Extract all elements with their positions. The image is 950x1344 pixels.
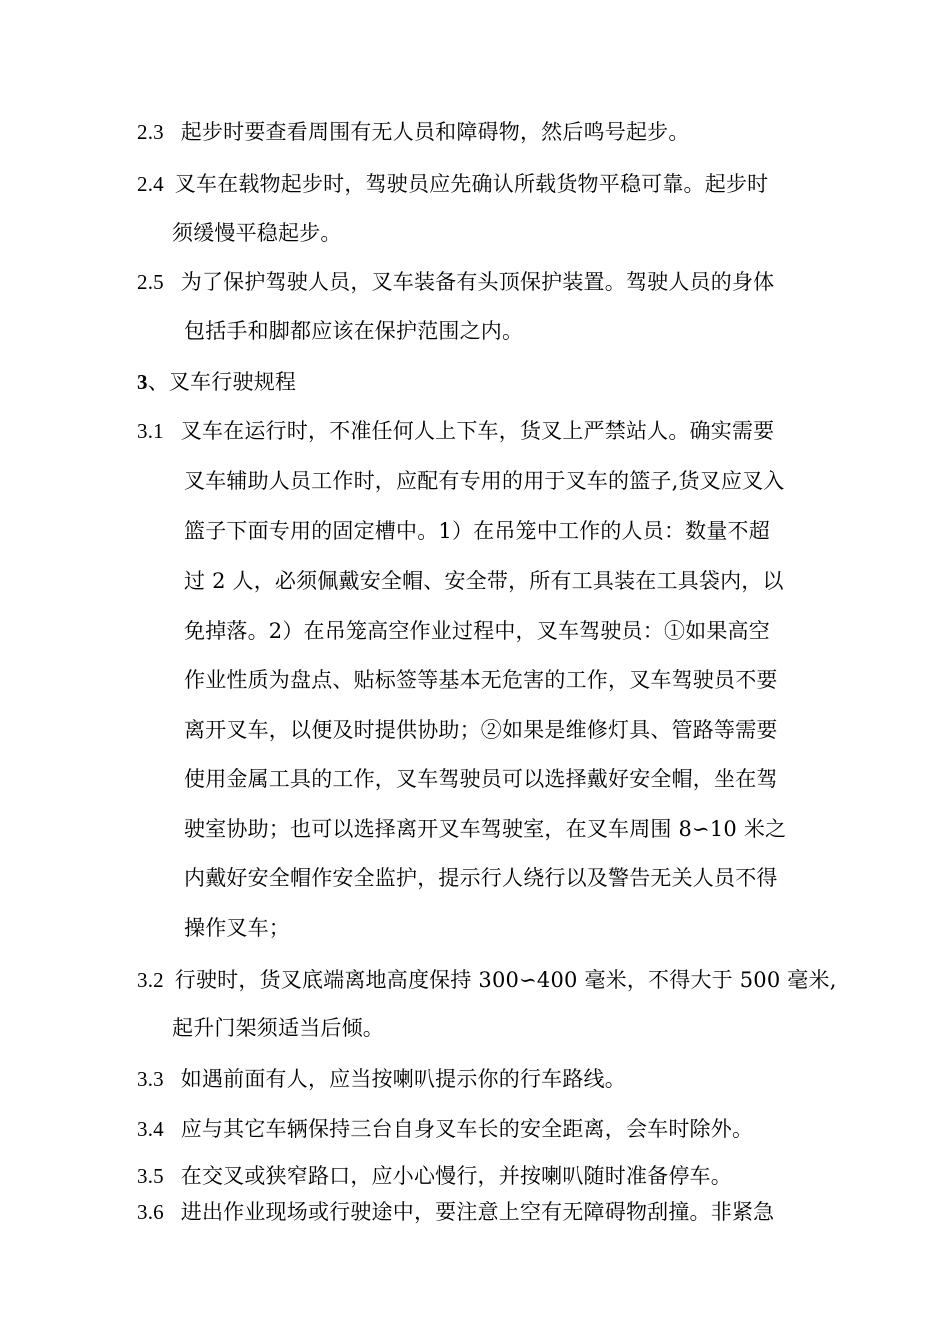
- section-3-1-line-2: 叉车辅助人员工作时，应配有专用的用于叉车的篮子,货叉应叉入: [184, 469, 785, 493]
- section-text: 起步时要查看周围有无人员和障碍物，然后鸣号起步。: [180, 120, 690, 144]
- section-number: 3.5: [137, 1164, 164, 1188]
- section-number: 3.6: [137, 1200, 164, 1224]
- section-3-5-line-1: [137, 1161, 732, 1191]
- section-number: 3.2: [137, 968, 164, 992]
- section-2-4-line-1: [137, 169, 768, 199]
- section-text: 在交叉或狭窄路口，应小心慢行，并按喇叭随时准备停车。: [180, 1164, 732, 1188]
- section-2-5-line-2: 包括手和脚都应该在保护范围之内。: [184, 319, 524, 343]
- section-text: 叉车在载物起步时，驾驶员应先确认所载货物平稳可靠。起步时: [174, 172, 769, 196]
- section-3-4-line-1: [137, 1114, 753, 1144]
- section-3-1-line-1: [137, 416, 774, 446]
- section-3-1-line-11: 操作叉车；: [184, 916, 290, 940]
- section-number: 3.3: [137, 1067, 164, 1091]
- section-text: 叉车在运行时，不准任何人上下车，货叉上严禁站人。确实需要: [180, 419, 775, 443]
- section-3-1-line-4: 过 2 人，必须佩戴安全帽、安全带，所有工具装在工具袋内，以: [184, 569, 784, 593]
- section-3-1-line-7: 离开叉车，以便及时提供协助；②如果是维修灯具、管路等需要: [184, 718, 778, 742]
- section-3-1-line-6: 作业性质为盘点、贴标签等基本无危害的工作，叉车驾驶员不要: [184, 668, 778, 692]
- section-text: 行驶时，货叉底端离地高度保持 300∽400 毫米，不得大于 500 毫米,: [174, 968, 837, 992]
- section-number: 2.3: [137, 120, 164, 144]
- section-3-6-line-1: [137, 1197, 774, 1227]
- section-2-4-line-2: 须缓慢平稳起步。: [172, 221, 342, 245]
- section-3-1-line-5: 免掉落。2）在吊笼高空作业过程中，叉车驾驶员：①如果高空: [184, 619, 770, 643]
- section-text: 为了保护驾驶人员，叉车装备有头顶保护装置。驾驶人员的身体: [180, 270, 775, 294]
- section-3-1-line-8: 使用金属工具的工作，叉车驾驶员可以选择戴好安全帽，坐在驾: [184, 767, 778, 791]
- section-heading-text: 、叉车行驶规程: [147, 370, 297, 394]
- section-3-1-line-10: 内戴好安全帽作安全监护，提示行人绕行以及警告无关人员不得: [184, 866, 778, 890]
- section-3-heading: [137, 367, 296, 397]
- section-2-3-line-1: [137, 117, 690, 147]
- section-number: 3.4: [137, 1117, 164, 1141]
- section-text: 进出作业现场或行驶途中，要注意上空有无障碍物刮撞。非紧急: [180, 1200, 775, 1224]
- section-2-5-line-1: [137, 267, 774, 297]
- section-text: 应与其它车辆保持三台自身叉车长的安全距离，会车时除外。: [180, 1117, 754, 1141]
- section-3-3-line-1: [137, 1064, 626, 1094]
- section-number: 2.4: [137, 172, 164, 196]
- section-3-1-line-3: 篮子下面专用的固定槽中。1）在吊笼中工作的人员：数量不超: [184, 519, 770, 543]
- section-3-1-line-9: 驶室协助；也可以选择离开叉车驾驶室，在叉车周围 8∽10 米之: [184, 817, 787, 841]
- section-number: 2.5: [137, 270, 164, 294]
- section-3-2-line-2: 起升门架须适当后倾。: [172, 1016, 384, 1040]
- section-number: 3.1: [137, 419, 164, 443]
- section-number: 3: [137, 370, 148, 394]
- section-text: 如遇前面有人，应当按喇叭提示你的行车路线。: [180, 1067, 626, 1091]
- section-3-2-line-1: [137, 965, 837, 995]
